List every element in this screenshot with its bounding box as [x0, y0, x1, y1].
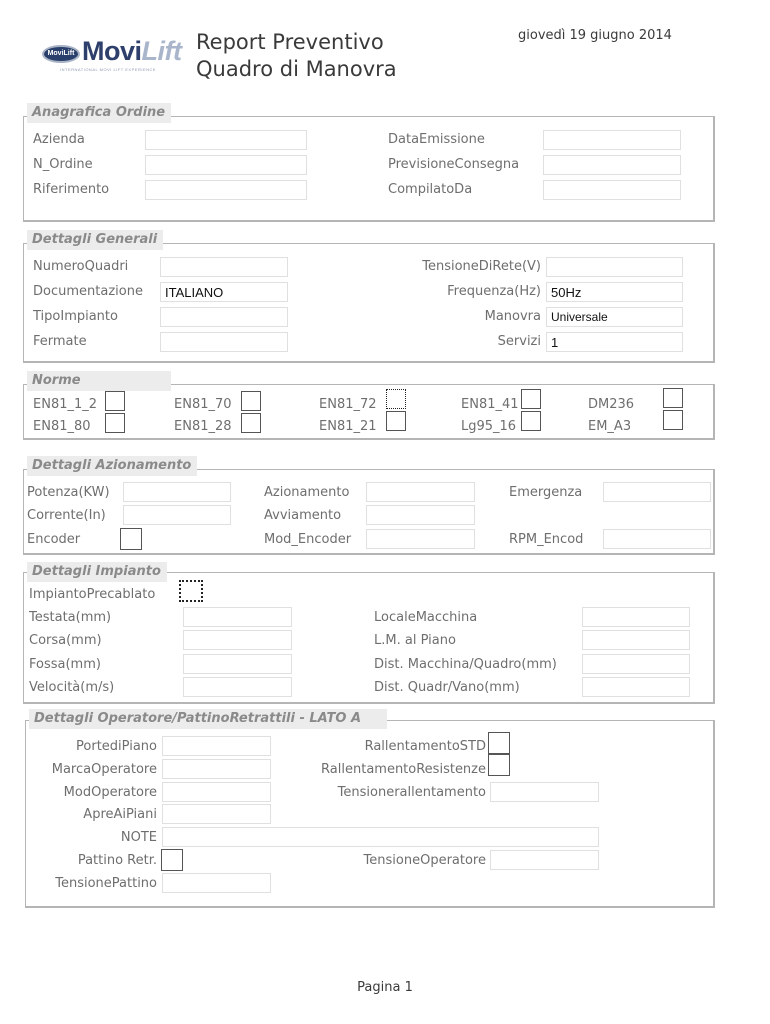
label-compilato-da: CompilatoDa	[388, 182, 473, 197]
label-rpm-encod: RPM_Encod	[509, 532, 584, 547]
label-n-ordine: N_Ordine	[33, 157, 93, 172]
label-marca-operatore: MarcaOperatore	[51, 762, 157, 777]
em-a3-checkbox[interactable]	[663, 410, 683, 430]
label-mod-operatore: ModOperatore	[63, 785, 157, 800]
en81-21-checkbox[interactable]	[386, 411, 406, 431]
riferimento-field[interactable]	[145, 180, 307, 200]
dm236-checkbox[interactable]	[663, 388, 683, 408]
logo-badge: MoviLift	[42, 45, 80, 63]
potenza-field[interactable]	[123, 482, 231, 502]
dist-quadr-field[interactable]	[582, 677, 690, 697]
section-generali-title: Dettagli Generali	[27, 230, 163, 250]
label-pattino-retr: Pattino Retr.	[77, 853, 157, 868]
note-field[interactable]	[162, 827, 599, 847]
section-anagrafica-title: Anagrafica Ordine	[27, 103, 171, 123]
tensione-rete-field[interactable]	[546, 257, 683, 277]
data-emissione-field[interactable]	[543, 130, 681, 150]
corrente-field[interactable]	[123, 505, 231, 525]
label-rallentamento-std: RallentamentoSTD	[364, 739, 486, 754]
logo: MoviLift	[82, 36, 182, 66]
frequenza-field[interactable]: 50Hz	[546, 282, 683, 302]
label-dm236: DM236	[588, 397, 635, 412]
en81-1-2-checkbox[interactable]	[105, 391, 125, 411]
rallentamento-resistenze-checkbox[interactable]	[488, 754, 510, 776]
section-norme-title: Norme	[27, 371, 171, 391]
pattino-retr-checkbox[interactable]	[161, 849, 183, 871]
label-en81-80: EN81_80	[33, 419, 91, 434]
label-impianto-precablato: ImpiantoPrecablato	[29, 587, 156, 602]
label-velocita: Velocità(m/s)	[29, 680, 115, 695]
section-azionamento-title: Dettagli Azionamento	[27, 456, 197, 476]
label-frequenza: Frequenza(Hz)	[447, 284, 541, 299]
logo-tagline: INTERNATIONAL MOVI LIFT EXPERIENCE	[60, 67, 157, 72]
report-title: Report Preventivo	[196, 30, 384, 54]
tensione-operatore-field[interactable]	[490, 850, 599, 870]
compilato-da-field[interactable]	[543, 180, 681, 200]
label-riferimento: Riferimento	[33, 182, 110, 197]
report-subtitle: Quadro di Manovra	[196, 57, 397, 81]
label-en81-70: EN81_70	[174, 397, 232, 412]
en81-28-checkbox[interactable]	[241, 413, 261, 433]
label-apre-ai-piani: ApreAiPiani	[83, 807, 157, 822]
label-potenza: Potenza(KW)	[27, 485, 110, 500]
rpm-encod-field[interactable]	[603, 529, 711, 549]
fossa-field[interactable]	[183, 654, 292, 674]
label-tensione-pattino: TensionePattino	[55, 876, 157, 891]
fermate-field[interactable]	[160, 332, 288, 352]
en81-70-checkbox[interactable]	[241, 391, 261, 411]
label-en81-1-2: EN81_1_2	[33, 397, 98, 412]
label-fossa: Fossa(mm)	[29, 657, 101, 672]
label-em-a3: EM_A3	[588, 419, 632, 434]
encoder-checkbox[interactable]	[120, 528, 142, 550]
azienda-field[interactable]	[145, 130, 307, 150]
label-corrente: Corrente(In)	[27, 508, 106, 523]
label-manovra: Manovra	[484, 309, 541, 324]
dist-macchina-field[interactable]	[582, 654, 690, 674]
label-locale-macchina: LocaleMacchina	[374, 610, 478, 625]
velocita-field[interactable]	[183, 677, 292, 697]
en81-72-checkbox[interactable]	[386, 389, 406, 409]
report-date: giovedì 19 giugno 2014	[518, 28, 672, 43]
lg95-16-checkbox[interactable]	[521, 411, 541, 431]
label-previsione-consegna: PrevisioneConsegna	[388, 157, 520, 172]
page-number: Pagina 1	[357, 980, 413, 995]
porte-piano-field[interactable]	[162, 736, 271, 756]
en81-41-checkbox[interactable]	[521, 389, 541, 409]
manovra-field[interactable]: Universale	[546, 307, 683, 327]
lm-piano-field[interactable]	[582, 630, 690, 650]
label-dist-macchina: Dist. Macchina/Quadro(mm)	[374, 657, 557, 672]
section-operatore-title: Dettagli Operatore/PattinoRetrattili - LATO A	[29, 709, 387, 729]
locale-macchina-field[interactable]	[582, 607, 690, 627]
label-testata: Testata(mm)	[29, 610, 112, 625]
label-en81-72: EN81_72	[319, 397, 377, 412]
azionamento-field[interactable]	[366, 482, 475, 502]
testata-field[interactable]	[183, 607, 292, 627]
label-azionamento: Azionamento	[264, 485, 350, 500]
label-fermate: Fermate	[33, 334, 87, 349]
label-en81-21: EN81_21	[319, 419, 377, 434]
label-mod-encoder: Mod_Encoder	[264, 532, 352, 547]
label-avviamento: Avviamento	[264, 508, 342, 523]
numero-quadri-field[interactable]	[160, 257, 288, 277]
label-tensione-operatore: TensioneOperatore	[363, 853, 486, 868]
label-en81-28: EN81_28	[174, 419, 232, 434]
label-note: NOTE	[120, 830, 157, 845]
label-azienda: Azienda	[33, 132, 85, 147]
rallentamento-std-checkbox[interactable]	[488, 732, 510, 754]
label-data-emissione: DataEmissione	[388, 132, 485, 147]
label-encoder: Encoder	[27, 532, 81, 547]
tensione-rallentamento-field[interactable]	[490, 782, 599, 802]
emergenza-field[interactable]	[603, 482, 711, 502]
label-numero-quadri: NumeroQuadri	[33, 259, 129, 274]
label-dist-quadr: Dist. Quadr/Vano(mm)	[374, 680, 520, 695]
marca-operatore-field[interactable]	[162, 759, 271, 779]
label-emergenza: Emergenza	[509, 485, 583, 500]
label-documentazione: Documentazione	[33, 284, 143, 299]
avviamento-field[interactable]	[366, 505, 475, 525]
tensione-pattino-field[interactable]	[162, 873, 271, 893]
apre-ai-piani-field[interactable]	[162, 804, 271, 824]
label-tensione-rallentamento: Tensionerallentamento	[337, 785, 486, 800]
n-ordine-field[interactable]	[145, 155, 307, 175]
mod-operatore-field[interactable]	[162, 782, 271, 802]
en81-80-checkbox[interactable]	[105, 413, 125, 433]
label-tensione-rete: TensioneDiRete(V)	[422, 259, 541, 274]
label-tipo-impianto: TipoImpianto	[33, 309, 118, 324]
tipo-impianto-field[interactable]	[160, 307, 288, 327]
label-rallentamento-resistenze: RallentamentoResistenze	[321, 762, 486, 777]
label-lm-piano: L.M. al Piano	[374, 633, 456, 648]
label-servizi: Servizi	[497, 334, 541, 349]
documentazione-field[interactable]: ITALIANO	[160, 282, 288, 302]
label-en81-41: EN81_41	[461, 397, 519, 412]
mod-encoder-field[interactable]	[366, 529, 475, 549]
corsa-field[interactable]	[183, 630, 292, 650]
previsione-consegna-field[interactable]	[543, 155, 681, 175]
label-lg95-16: Lg95_16	[461, 419, 517, 434]
section-impianto-title: Dettagli Impianto	[27, 562, 167, 582]
label-porte-piano: PortediPiano	[76, 739, 157, 754]
impianto-precablato-checkbox[interactable]	[179, 580, 203, 602]
label-corsa: Corsa(mm)	[29, 633, 102, 648]
servizi-field[interactable]: 1	[546, 332, 683, 352]
